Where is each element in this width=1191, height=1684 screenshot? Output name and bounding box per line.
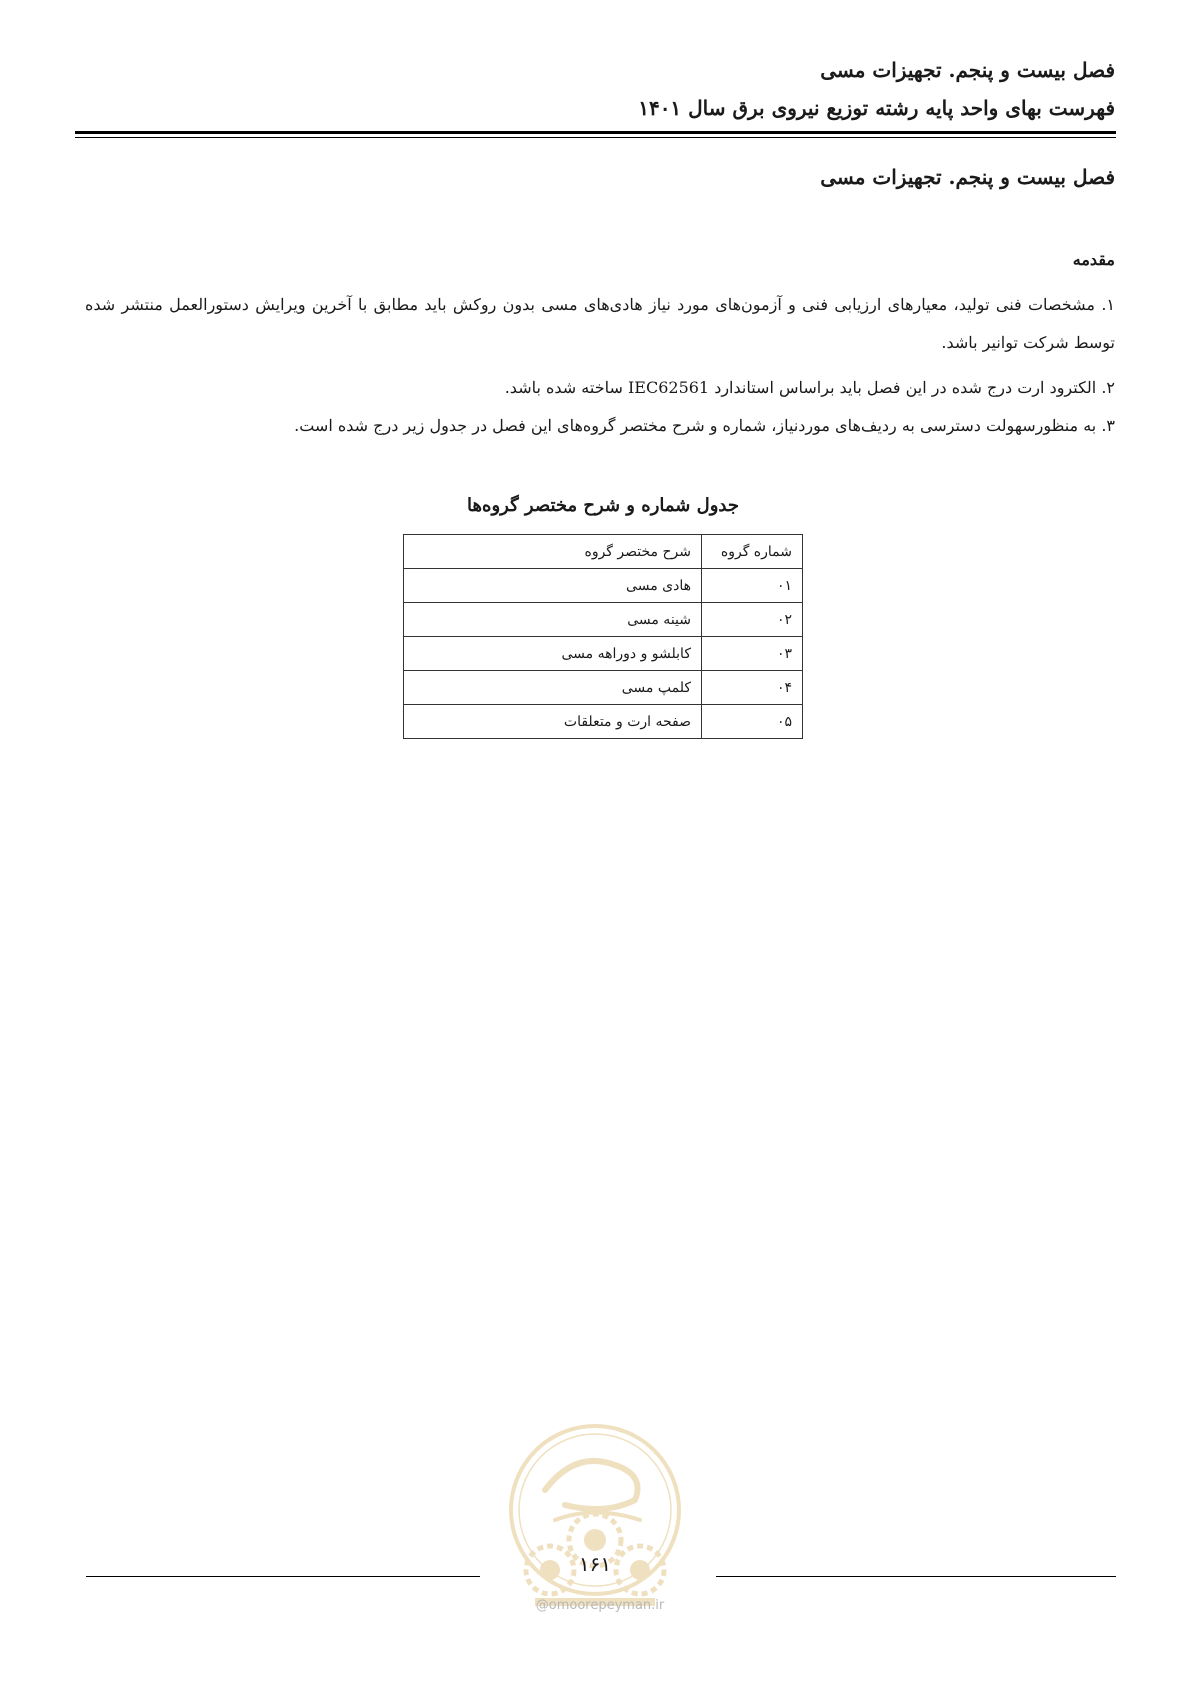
page-number: ۱۶۱ xyxy=(578,1552,612,1576)
running-header-title: فهرست بهای واحد پایه رشته توزیع نیروی برق سال ۱۴۰۱ xyxy=(638,96,1115,120)
table-row xyxy=(404,569,803,603)
footer-rule-left xyxy=(86,1576,480,1577)
cell-number: ۰۵ xyxy=(702,705,803,739)
cell-number: ۰۴ xyxy=(702,671,803,705)
paragraph-1: ۱. مشخصات فنی تولید، معیارهای ارزیابی فنی و آزمون‌های مورد نیاز هادی‌های مسی بدون روکش باید مطابق با آخرین ویرایش دستورالعمل منتشر شده توسط شرکت توانیر باشد. xyxy=(85,295,1115,352)
cell-description: صفحه ارت و متعلقات xyxy=(404,705,702,739)
header-cell-number: شماره گروه xyxy=(702,535,803,569)
running-header-chapter: فصل بیست و پنجم. تجهیزات مسی xyxy=(820,58,1115,82)
table-row xyxy=(404,705,803,739)
cell-description: هادی مسی xyxy=(404,569,702,603)
header-rule-thick xyxy=(75,131,1116,134)
table-row xyxy=(404,603,803,637)
intro-heading: مقدمه xyxy=(1072,250,1115,269)
table-row xyxy=(404,671,803,705)
footer-rule-right xyxy=(716,1576,1116,1577)
cell-description: کابلشو و دوراهه مسی xyxy=(404,637,702,671)
paragraph-3: ۳. به منظورسهولت دسترسی به ردیف‌های موردنیاز، شماره و شرح مختصر گروه‌های این فصل در جدول زیر درج شده است. xyxy=(294,416,1115,435)
chapter-title: فصل بیست و پنجم. تجهیزات مسی xyxy=(820,165,1115,189)
cell-number: ۰۲ xyxy=(702,603,803,637)
table-row xyxy=(404,637,803,671)
groups-table xyxy=(403,534,803,739)
cell-description: کلمپ مسی xyxy=(404,671,702,705)
table-header-row xyxy=(404,535,803,569)
paragraph-2: ۲. الکترود ارت درج شده در این فصل باید براساس استاندارد IEC62561 ساخته شده باشد. xyxy=(504,378,1115,397)
table-title: جدول شماره و شرح مختصر گروه‌ها xyxy=(467,495,739,516)
cell-number: ۰۳ xyxy=(702,637,803,671)
website-watermark: @omoorepeyman.ir xyxy=(535,1598,665,1613)
header-cell-description: شرح مختصر گروه xyxy=(404,535,702,569)
cell-number: ۰۱ xyxy=(702,569,803,603)
cell-description: شینه مسی xyxy=(404,603,702,637)
header-rule-thin xyxy=(75,137,1116,138)
